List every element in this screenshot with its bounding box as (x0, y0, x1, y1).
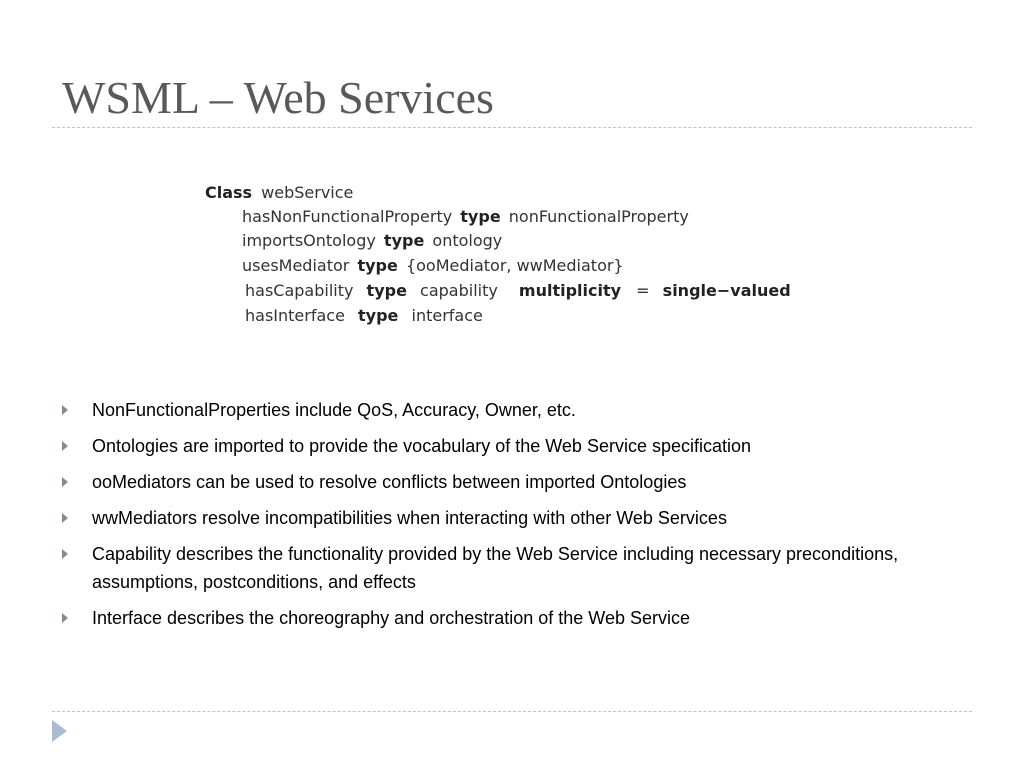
code-property: usesMediator (242, 256, 350, 275)
bullet-text: Ontologies are imported to provide the vocabulary of the Web Service specification (92, 436, 752, 456)
code-property: importsOntology (242, 231, 376, 250)
code-value: interface (411, 306, 483, 325)
code-property: hasInterface (245, 306, 345, 325)
bullet-text: Capability describes the functionality provided by the Web Service including necessary preconditions, assumptions, postconditions, and effects (92, 544, 899, 592)
list-item (62, 604, 962, 632)
code-line-class (205, 181, 353, 205)
bullet-text: NonFunctionalProperties include QoS, Accuracy, Owner, etc. (92, 400, 576, 420)
bullet-arrow-icon (62, 549, 68, 559)
code-operator: = (636, 281, 650, 300)
footer-divider (52, 711, 972, 712)
code-value: ontology (432, 231, 503, 250)
code-property: hasCapability (245, 281, 354, 300)
list-item (62, 432, 962, 460)
code-line-nonfunctional (242, 205, 689, 229)
code-property: hasNonFunctionalProperty (242, 207, 453, 226)
code-keyword-multiplicity: multiplicity (518, 281, 622, 300)
list-item (62, 504, 962, 532)
code-line-mediator (242, 254, 624, 278)
code-value: capability (420, 281, 498, 300)
bullet-arrow-icon (62, 405, 68, 415)
bullet-arrow-icon (62, 513, 68, 523)
bullet-arrow-icon (62, 441, 68, 451)
code-keyword: Class (205, 183, 253, 202)
code-multiplicity-value: single−valued (662, 281, 791, 300)
code-line-ontology (242, 229, 502, 253)
code-keyword: type (460, 207, 501, 226)
code-line-capability (245, 279, 791, 303)
code-value: {ooMediator, wwMediator} (405, 256, 624, 275)
bullet-text: wwMediators resolve incompatibilities when interacting with other Web Services (92, 508, 727, 528)
code-keyword: type (366, 281, 407, 300)
list-item (62, 396, 962, 424)
code-keyword: type (383, 231, 425, 250)
bullet-text: Interface describes the choreography and orchestration of the Web Service (92, 608, 691, 628)
title-divider (52, 127, 972, 128)
code-keyword: type (357, 256, 398, 275)
play-arrow-icon (52, 720, 67, 742)
bullet-arrow-icon (62, 613, 68, 623)
slide-title: WSML – Web Services (62, 72, 494, 123)
code-value: nonFunctionalProperty (508, 207, 689, 226)
code-keyword: type (358, 306, 399, 325)
code-class-name: webService (261, 183, 354, 202)
bullet-arrow-icon (62, 477, 68, 487)
bullet-list (62, 396, 962, 640)
list-item (62, 468, 962, 496)
list-item (62, 540, 962, 596)
code-line-interface (245, 304, 483, 328)
bullet-text: ooMediators can be used to resolve conflicts between imported Ontologies (92, 472, 687, 492)
